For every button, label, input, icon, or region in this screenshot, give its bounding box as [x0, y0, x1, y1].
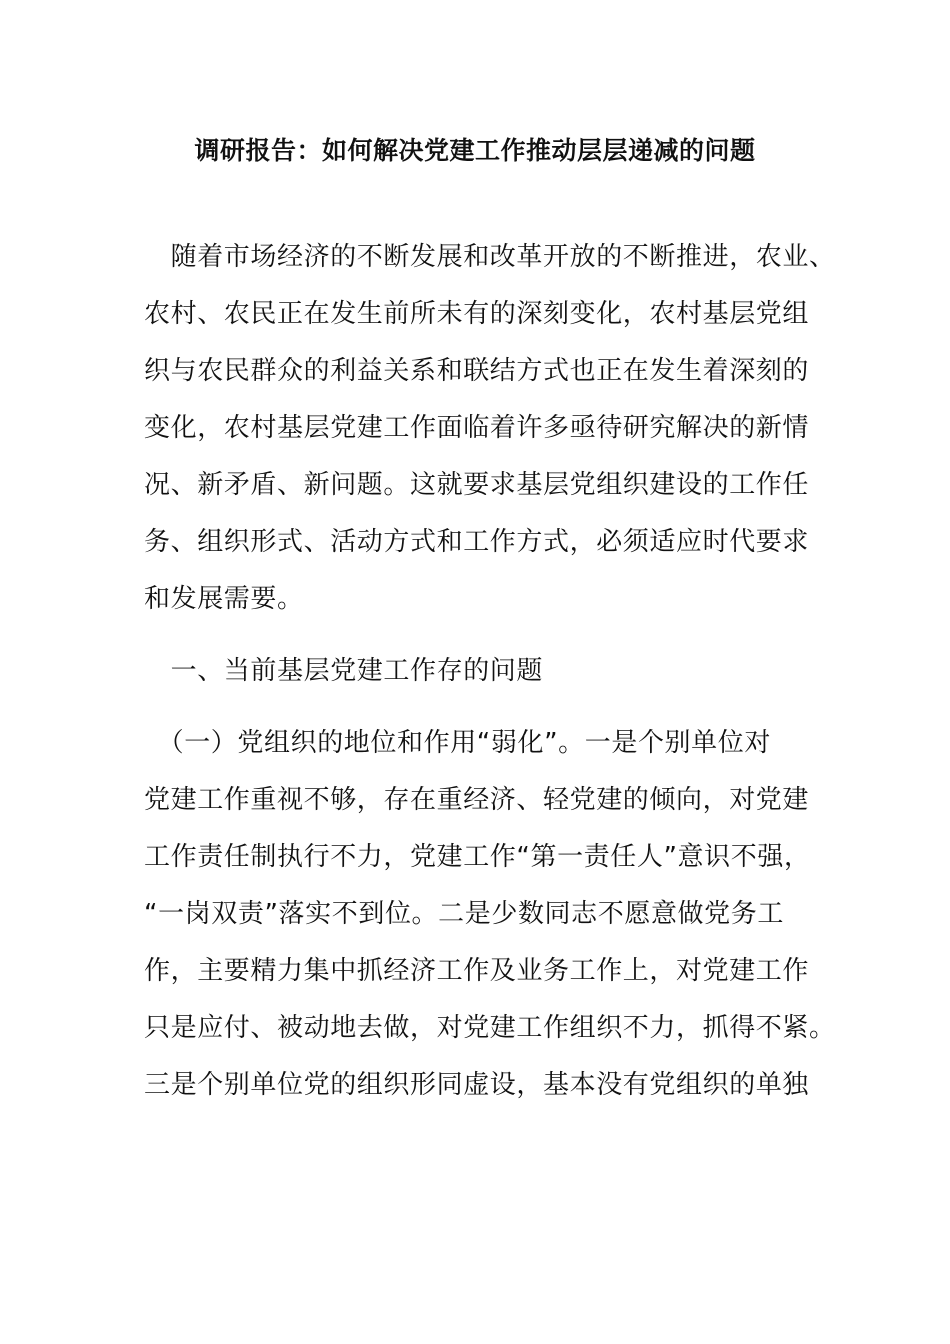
paragraph-2-line-4: “一岗双责”落实不到位。二是少数同志不愿意做党务工	[144, 899, 784, 929]
paragraph-1-line-4: 变化，农村基层党建工作面临着许多亟待研究解决的新情	[144, 413, 810, 443]
paragraph-1-line-5: 况、新矛盾、新问题。这就要求基层党组织建设的工作任	[144, 470, 810, 500]
paragraph-1-line-6: 务、组织形式、活动方式和工作方式，必须适应时代要求	[144, 527, 810, 557]
paragraph-1-line-2: 农村、农民正在发生前所未有的深刻变化，农村基层党组	[144, 299, 810, 329]
document-title: 调研报告：如何解决党建工作推动层层递减的问题	[194, 136, 756, 165]
paragraph-1-line-7: 和发展需要。	[144, 584, 304, 614]
paragraph-1-line-1: 随着市场经济的不断发展和改革开放的不断推进，农业、	[144, 242, 836, 272]
paragraph-2-line-6: 只是应付、被动地去做，对党建工作组织不力，抓得不紧。	[144, 1013, 836, 1043]
paragraph-2-line-3: 工作责任制执行不力，党建工作“第一责任人”意识不强，	[144, 842, 811, 872]
paragraph-2-line-2: 党建工作重视不够，存在重经济、轻党建的倾向，对党建	[144, 785, 810, 815]
paragraph-2-line-7: 三是个别单位党的组织形同虚设，基本没有党组织的单独	[144, 1070, 810, 1100]
section-heading: 一、当前基层党建工作存的问题	[144, 656, 544, 686]
paragraph-2-line-5: 作，主要精力集中抓经济工作及业务工作上，对党建工作	[144, 956, 810, 986]
paragraph-1-line-3: 织与农民群众的利益关系和联结方式也正在发生着深刻的	[144, 356, 810, 386]
paragraph-2-line-1: （一）党组织的地位和作用“弱化”。一是个别单位对	[144, 728, 771, 758]
